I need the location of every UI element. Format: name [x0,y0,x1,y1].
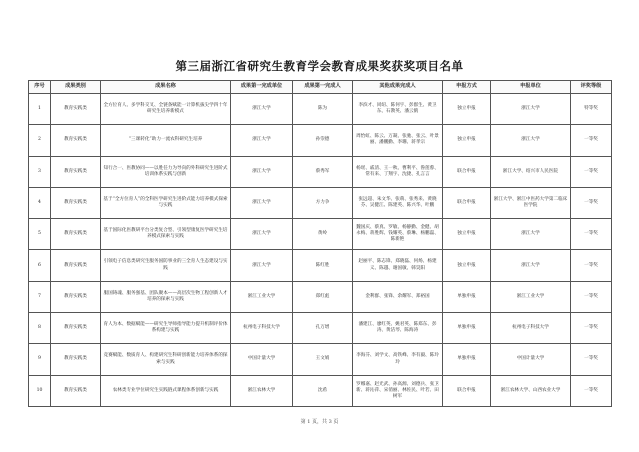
award-level-cell: 一等奖 [571,281,612,312]
table-row [29,344,612,375]
other-members-cell: 罗娜嘉、赵光武、孙高源、刘德兵、张卫新、蒋沁萍、宋俏丽、林佐民、叶若、田树军 [353,375,443,406]
award-level-cell: 一等奖 [571,250,612,281]
project-name-cell: 知行合一、医教协同——以胜任力为导向的外科研究生进阶式培训体系实践与创新 [101,156,231,187]
award-level-cell: 一等奖 [571,125,612,156]
category-cell: 教育实践类 [51,219,101,250]
category-cell: 教育实践类 [51,281,101,312]
column-header: 成果名称 [101,81,231,94]
first-unit-cell: 浙江大学 [231,250,293,281]
applicant-unit-cell: 浙江大学 [491,219,571,250]
table-row [29,219,612,250]
application-method-cell: 独立申报 [443,94,491,125]
category-cell: 教育实践类 [51,125,101,156]
row-number-cell: 7 [29,281,51,312]
project-name-cell: 农林类专业学位研究生实践链式课程体系创新与实践 [101,375,231,406]
first-unit-cell: 浙江工业大学 [231,281,293,312]
page-title: 第三届浙江省研究生教育学会教育成果奖获奖项目名单 [175,59,464,73]
application-method-cell: 联合申报 [443,156,491,187]
row-number-cell: 2 [29,125,51,156]
other-members-cell: 魏国庆、蔡真、罗敏、杨静勤、金健、胡永梅、蒋胜辉、钱耀英、蔡琳、杨鹏磊、陈新艳 [353,219,443,250]
applicant-unit-cell: 浙江农林大学、山西农业大学 [491,375,571,406]
first-unit-cell: 浙江大学 [231,187,293,218]
row-number-cell: 4 [29,187,51,218]
first-unit-cell: 浙江大学 [231,219,293,250]
project-name-cell: “三课转化”助力一流农科研究生培养 [101,125,231,156]
application-method-cell: 单独申报 [443,281,491,312]
project-name-cell: 育人为本、数据赋能——研究生导师指导能力提升机制评价体系构建与实践 [101,313,231,344]
column-header: 成果第一完成人 [293,81,353,94]
award-level-cell: 一等奖 [571,156,612,187]
first-person-cell: 黄岭 [293,219,353,250]
award-level-cell: 一等奖 [571,375,612,406]
column-header: 其他成果完成人 [353,81,443,94]
application-method-cell: 单独申报 [443,313,491,344]
column-header: 评奖等级 [571,81,612,94]
award-level-cell: 特等奖 [571,94,612,125]
application-method-cell: 联合申报 [443,187,491,218]
category-cell: 教育实践类 [51,94,101,125]
other-members-cell: 金利群、张锋、余耀军、郑裕国 [353,281,443,312]
applicant-unit-cell: 浙江工业大学 [491,281,571,312]
table-row [29,375,612,406]
table-row [29,187,612,218]
row-number-cell: 5 [29,219,51,250]
award-table [28,80,612,407]
category-cell: 教育实践类 [51,250,101,281]
award-level-cell: 一等奖 [571,187,612,218]
first-unit-cell: 浙江大学 [231,125,293,156]
application-method-cell: 独立申报 [443,125,491,156]
application-method-cell: 单独申报 [443,344,491,375]
table-row [29,313,612,344]
award-level-cell: 一等奖 [571,219,612,250]
first-person-cell: 陈为 [293,94,353,125]
first-person-cell: 陈红胜 [293,250,353,281]
first-unit-cell: 杭州电子科技大学 [231,313,293,344]
category-cell: 教育实践类 [51,375,101,406]
column-header: 成果类别 [51,81,101,94]
column-header: 成果第一完成单位 [231,81,293,94]
applicant-unit-cell: 杭州电子科技大学 [491,313,571,344]
first-unit-cell: 中国计量大学 [231,344,293,375]
row-number-cell: 6 [29,250,51,281]
project-name-cell: 基于“全方位育人”的全科医学研究生进阶式能力培养模式探索与实践 [101,187,231,218]
first-unit-cell: 浙江大学 [231,94,293,125]
first-person-cell: 蔡秀军 [293,156,353,187]
application-method-cell: 联合申报 [443,375,491,406]
project-name-cell: 服国铸魂、服务强基、团队聚本——高层次生物工程创新人才培养的探索与实践 [101,281,231,312]
other-members-cell: 周怡虹、陈云、万凝、张驰、张云、叶景丽、潘鹏勤、李珊、蒋孝宗 [353,125,443,156]
first-unit-cell: 浙江大学 [231,156,293,187]
project-name-cell: 全方位育人、多学科交叉、全链条赋能一计算机拔尖学四十年研究生培养新模式 [101,94,231,125]
row-number-cell: 8 [29,313,51,344]
table-row [29,281,612,312]
category-cell: 教育实践类 [51,156,101,187]
first-person-cell: 郑红彪 [293,281,353,312]
first-person-cell: 孔万增 [293,313,353,344]
row-number-cell: 1 [29,94,51,125]
other-members-cell: 潘建江、廖红英、姚君英、陈郑东、彭涛、黄洁琴、陈海涛 [353,313,443,344]
award-level-cell: 一等奖 [571,344,612,375]
first-person-cell: 孙崇德 [293,125,353,156]
other-members-cell: 赵丽平、陈志锋、郑晓磊、何炀、杨建义、陈越、谢国敏、韩昊阳 [353,250,443,281]
column-header: 申报方式 [443,81,491,94]
category-cell: 教育实践类 [51,313,101,344]
application-method-cell: 独立申报 [443,250,491,281]
first-person-cell: 方力争 [293,187,353,218]
other-members-cell: 张远超、朱文华、张萌、张秀来、黄晓芬、吴健江、陈建英、陈兴华、叶鹏 [353,187,443,218]
row-number-cell: 9 [29,344,51,375]
applicant-unit-cell: 浙江大学、绍兴市人民医院 [491,156,571,187]
other-members-cell: 李海芬、刘学文、高铁峰、李有毅、陈玲玲 [353,344,443,375]
award-level-cell: 一等奖 [571,313,612,344]
applicant-unit-cell: 中国计量大学 [491,344,571,375]
application-method-cell: 独立申报 [443,219,491,250]
project-name-cell: 引领电子信息类研究生服务国防事业的三全育人生态建设与实践 [101,250,231,281]
table-row [29,94,612,125]
first-person-cell: 王文娟 [293,344,353,375]
table-header-row [29,81,612,94]
first-person-cell: 沈希 [293,375,353,406]
table-row [29,250,612,281]
applicant-unit-cell: 浙江大学、浙江中医药大学第二临床医学院 [491,187,571,218]
category-cell: 教育实践类 [51,187,101,218]
project-name-cell: 基于国际化医教研平台分类复合型、引领型康复医学研究生培养模式探索与实践 [101,219,231,250]
other-members-cell: 杨瑶、戚清、王一秋、曹利平、鲁莲蓉、常有来、丁翔宇、沈捷、孔言言 [353,156,443,187]
table-row [29,156,612,187]
applicant-unit-cell: 浙江大学 [491,94,571,125]
other-members-cell: 李滨才、同纽、陈何宇、彭群生、黄卫东、石教英、潘云鹤 [353,94,443,125]
column-header: 序号 [29,81,51,94]
project-name-cell: 竞赛赋能、数质育人、构建研究生科研创新能力培养体系的探索与实践 [101,344,231,375]
category-cell: 教育实践类 [51,344,101,375]
first-unit-cell: 浙江农林大学 [231,375,293,406]
applicant-unit-cell: 浙江大学 [491,125,571,156]
page-number: 第 1 页，共 3 页 [300,419,339,425]
row-number-cell: 10 [29,375,51,406]
applicant-unit-cell: 浙江大学 [491,250,571,281]
table-row [29,125,612,156]
column-header: 申报单位 [491,81,571,94]
row-number-cell: 3 [29,156,51,187]
